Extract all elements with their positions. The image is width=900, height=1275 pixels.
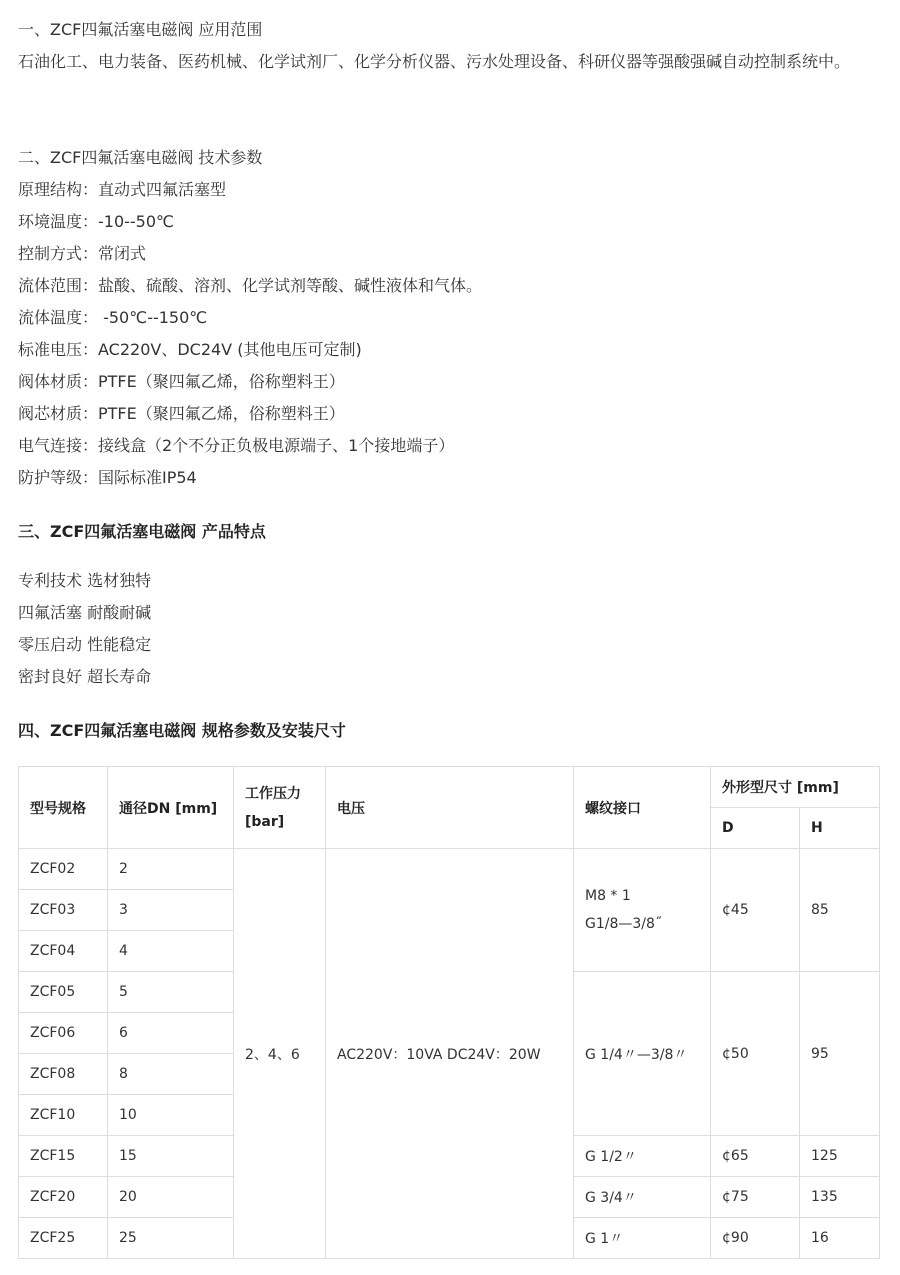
header-dims: 外形型尺寸 [mm] (711, 767, 880, 808)
cell-model: ZCF04 (19, 931, 108, 972)
section3-title: 三、ZCF四氟活塞电磁阀 产品特点 (18, 522, 266, 541)
cell-h: 85 (800, 849, 880, 972)
param-fluid-range: 流体范围：盐酸、硫酸、溶剂、化学试剂等酸、碱性液体和气体。 (18, 276, 483, 295)
table-row (19, 849, 880, 890)
cell-h: 95 (800, 972, 880, 1136)
feature-item: 零压启动 性能稳定 (18, 635, 152, 654)
section4-title: 四、ZCF四氟活塞电磁阀 规格参数及安装尺寸 (18, 721, 346, 740)
cell-voltage: AC220V：10VA DC24V：20W (326, 849, 574, 1259)
section2-title: 二、ZCF四氟活塞电磁阀 技术参数 (18, 148, 263, 167)
cell-d: ¢65 (711, 1136, 800, 1177)
param-core-material: 阀芯材质：PTFE（聚四氟乙烯，俗称塑料王） (18, 404, 345, 423)
cell-dn: 10 (108, 1095, 234, 1136)
header-dn: 通径DN [mm] (108, 767, 234, 849)
header-thread: 螺纹接口 (574, 767, 711, 849)
cell-thread-line2: G1/8—3/8˝ (585, 916, 662, 932)
param-electrical: 电气连接：接线盒（2个不分正负极电源端子、1个接地端子） (18, 436, 455, 455)
cell-thread (574, 849, 711, 972)
param-ambient-temp: 环境温度：-10--50℃ (18, 212, 175, 231)
cell-model: ZCF15 (19, 1136, 108, 1177)
cell-model: ZCF10 (19, 1095, 108, 1136)
cell-h: 135 (800, 1177, 880, 1218)
param-body-material: 阀体材质：PTFE（聚四氟乙烯，俗称塑料王） (18, 372, 345, 391)
header-pressure-line1: 工作压力 (245, 785, 301, 802)
header-pressure (234, 767, 326, 849)
cell-dn: 4 (108, 931, 234, 972)
cell-thread: G 1〃 (574, 1218, 711, 1259)
header-d: D (711, 808, 800, 849)
cell-h: 125 (800, 1136, 880, 1177)
header-voltage: 电压 (326, 767, 574, 849)
cell-dn: 5 (108, 972, 234, 1013)
cell-model: ZCF06 (19, 1013, 108, 1054)
feature-item: 四氟活塞 耐酸耐碱 (18, 603, 152, 622)
cell-model: ZCF02 (19, 849, 108, 890)
cell-d: ¢45 (711, 849, 800, 972)
cell-thread: G 3/4〃 (574, 1177, 711, 1218)
cell-dn: 15 (108, 1136, 234, 1177)
table-header-row (19, 767, 880, 808)
cell-thread: G 1/2〃 (574, 1136, 711, 1177)
cell-d: ¢90 (711, 1218, 800, 1259)
cell-model: ZCF03 (19, 890, 108, 931)
cell-thread-line1: M8 * 1 (585, 888, 631, 904)
param-structure: 原理结构：直动式四氟活塞型 (18, 180, 227, 199)
param-control-mode: 控制方式：常闭式 (18, 244, 147, 263)
param-fluid-temp: 流体温度： -50℃--150℃ (18, 308, 208, 327)
cell-dn: 20 (108, 1177, 234, 1218)
cell-model: ZCF25 (19, 1218, 108, 1259)
header-h: H (800, 808, 880, 849)
cell-dn: 8 (108, 1054, 234, 1095)
cell-model: ZCF05 (19, 972, 108, 1013)
cell-dn: 3 (108, 890, 234, 931)
section1-body: 石油化工、电力装备、医药机械、化学试剂厂、化学分析仪器、污水处理设备、科研仪器等强酸强碱自动控制系统中。 (18, 52, 851, 71)
param-voltage: 标准电压：AC220V、DC24V (其他电压可定制) (18, 340, 362, 359)
header-model: 型号规格 (19, 767, 108, 849)
cell-d: ¢75 (711, 1177, 800, 1218)
cell-thread: G 1/4〃—3/8〃 (574, 972, 711, 1136)
feature-item: 专利技术 选材独特 (18, 571, 152, 590)
spec-table (18, 766, 880, 1259)
cell-model: ZCF20 (19, 1177, 108, 1218)
param-protection: 防护等级：国际标准IP54 (18, 468, 197, 487)
cell-dn: 25 (108, 1218, 234, 1259)
cell-d: ¢50 (711, 972, 800, 1136)
header-pressure-line2: [bar] (245, 813, 285, 830)
feature-item: 密封良好 超长寿命 (18, 667, 152, 686)
cell-h: 16 (800, 1218, 880, 1259)
cell-dn: 2 (108, 849, 234, 890)
cell-pressure: 2、4、6 (234, 849, 326, 1259)
cell-model: ZCF08 (19, 1054, 108, 1095)
cell-dn: 6 (108, 1013, 234, 1054)
section1-title: 一、ZCF四氟活塞电磁阀 应用范围 (18, 20, 263, 39)
